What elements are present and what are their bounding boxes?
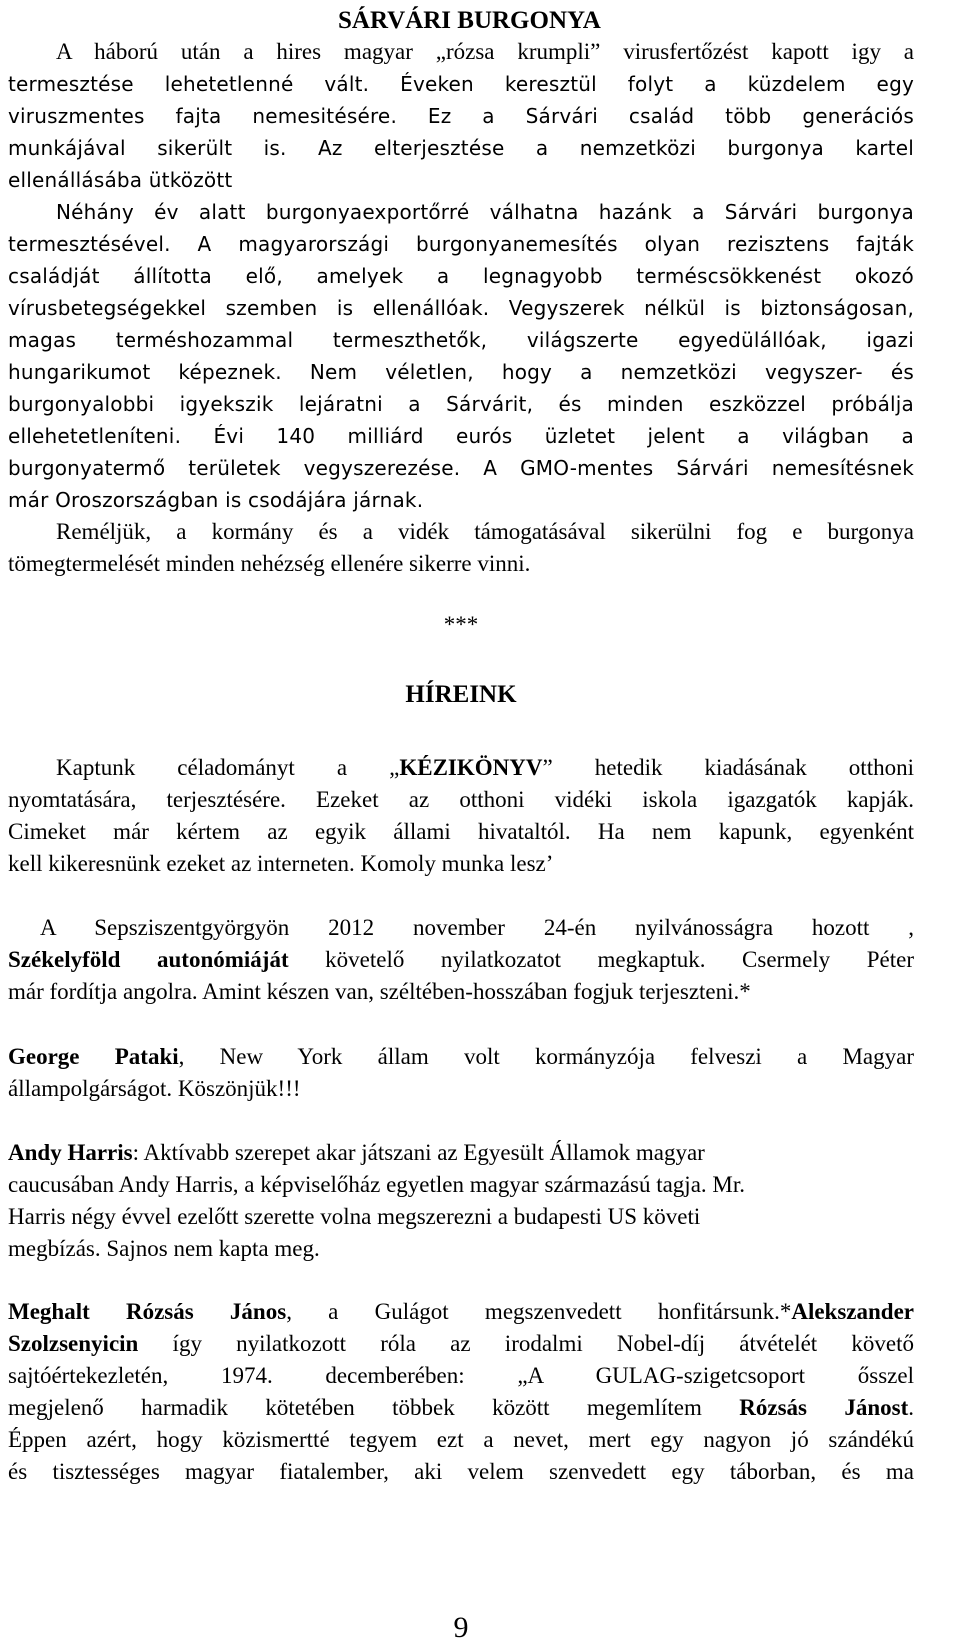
text-line: Meghalt Rózsás János, a Gulágot megszenvedett honfitársunk.*Alekszander <box>8 1299 914 1324</box>
text-line: Cimeket már kértem az egyik állami hivataltól. Ha nem kapunk, egyenként <box>8 819 914 844</box>
text-line: burgonyalobbi igyekszik lejáratni a Sárvárit, és minden eszközzel próbálja <box>8 392 914 416</box>
pataki-news <box>8 1041 914 1105</box>
text-line: Szolzsenyicin így nyilatkozott róla az irodalmi Nobel-díj átvételét követő <box>8 1331 914 1356</box>
manual-news <box>8 752 914 880</box>
text-line: termesztésével. A magyarországi burgonyanemesítés olyan rezisztens fajták <box>8 232 914 256</box>
bold-phrase: Székelyföld autonómiáját <box>8 947 289 972</box>
section-separator: *** <box>443 612 479 637</box>
person-name: Meghalt Rózsás János <box>8 1299 287 1324</box>
rozsas-news <box>8 1296 914 1488</box>
text-line: Andy Harris: Aktívabb szerepet akar játszani az Egyesült Államok magyar <box>8 1140 705 1165</box>
manual-title: KÉZIKÖNYV <box>399 755 543 780</box>
text-line: és tisztességes magyar fiatalember, aki velem szenvedett egy táborban, és ma <box>8 1459 914 1484</box>
text-line: A Sepsziszentgyörgyön 2012 november 24-én nyilvánosságra hozott , <box>40 915 914 940</box>
text-line: Éppen azért, hogy közismertté tegyem ezt a nevet, mert egy nagyon jó szándékú <box>8 1427 914 1452</box>
text-line: hungarikumot képeznek. Nem véletlen, hogy a nemzetközi vegyszer- és <box>8 360 914 384</box>
text-line: Székelyföld autonómiáját követelő nyilatkozatot megkaptuk. Csermely Péter <box>8 947 914 972</box>
harris-news <box>8 1137 914 1265</box>
text-line: sajtóértekezletén, 1974. decemberében: „A GULAG-szigetcsoport ősszel <box>8 1363 914 1388</box>
text-line: már fordítja angolra. Amint készen van, széltében-hosszában fogjuk terjeszteni.* <box>8 979 751 1004</box>
person-name: Rózsás Jánost <box>739 1395 909 1420</box>
news-heading: HÍREINK <box>405 681 517 708</box>
person-name: Szolzsenyicin <box>8 1331 139 1356</box>
text-line: ellenállásába ütközött <box>8 168 233 192</box>
text-line: családját állította elő, amelyek a legnagyobb terméscsökkenést okozó <box>8 264 914 288</box>
text-line: vírusbetegségekkel szemben is ellenállóak. Vegyszerek nélkül is biztonságosan, <box>8 296 914 320</box>
person-name: Andy Harris <box>8 1140 133 1165</box>
text-line: ellehetetleníteni. Évi 140 milliárd eurós üzletet jelent a világban a <box>8 424 914 448</box>
person-name: Alekszander <box>791 1299 914 1324</box>
text-line: megbízás. Sajnos nem kapta meg. <box>8 1236 320 1261</box>
text-line: munkájával sikerült is. Az elterjesztése a nemzetközi burgonya kartel <box>8 136 914 160</box>
text-line: megjelenő harmadik kötetében többek között megemlítem Rózsás Jánost. <box>8 1395 914 1420</box>
potato-article <box>8 36 914 580</box>
text-line: Kaptunk céladományt a „KÉZIKÖNYV” hetedik kiadásának otthoni <box>56 755 914 780</box>
text-line: nyomtatására, terjesztésére. Ezeket az otthoni vidéki iskola igazgatók kapják. <box>8 787 914 812</box>
text-line: Reméljük, a kormány és a vidék támogatásával sikerülni fog e burgonya <box>56 519 914 544</box>
text-line: magas terméshozammal termeszthetők, világszerte egyedülállóak, igazi <box>8 328 914 352</box>
text-line: burgonyatermő területek vegyszerezése. A GMO-mentes Sárvári nemesítésnek <box>8 456 914 480</box>
text-line: viruszmentes fajta nemesitésére. Ez a Sárvári család több generációs <box>8 104 914 128</box>
text-line: állampolgárságot. Köszönjük!!! <box>8 1076 301 1101</box>
szekely-news <box>8 912 914 1008</box>
person-name: George Pataki <box>8 1044 179 1069</box>
text-line: George Pataki, New York állam volt kormányzója felveszi a Magyar <box>8 1044 914 1069</box>
article-title: SÁRVÁRI BURGONYA <box>338 7 601 34</box>
text-line: tömegtermelését minden nehézség ellenére sikerre vinni. <box>8 551 531 576</box>
text-line: kell kikeresnünk ezeket az interneten. Komoly munka lesz’ <box>8 851 554 876</box>
text-line: A háború után a hires magyar „rózsa krumpli” virusfertőzést kapott igy a <box>56 39 914 64</box>
page-number: 9 <box>453 1611 469 1644</box>
text-line: Néhány év alatt burgonyaexportőrré válhatna hazánk a Sárvári burgonya <box>56 200 914 224</box>
text-line: termesztése lehetetlenné vált. Éveken keresztül folyt a küzdelem egy <box>8 72 914 96</box>
text-line: Harris négy évvel ezelőtt szerette volna megszerezni a budapesti US követi <box>8 1204 701 1229</box>
text-line: már Oroszországban is csodájára járnak. <box>8 488 424 512</box>
text-line: caucusában Andy Harris, a képviselőház egyetlen magyar származású tagja. Mr. <box>8 1172 745 1197</box>
